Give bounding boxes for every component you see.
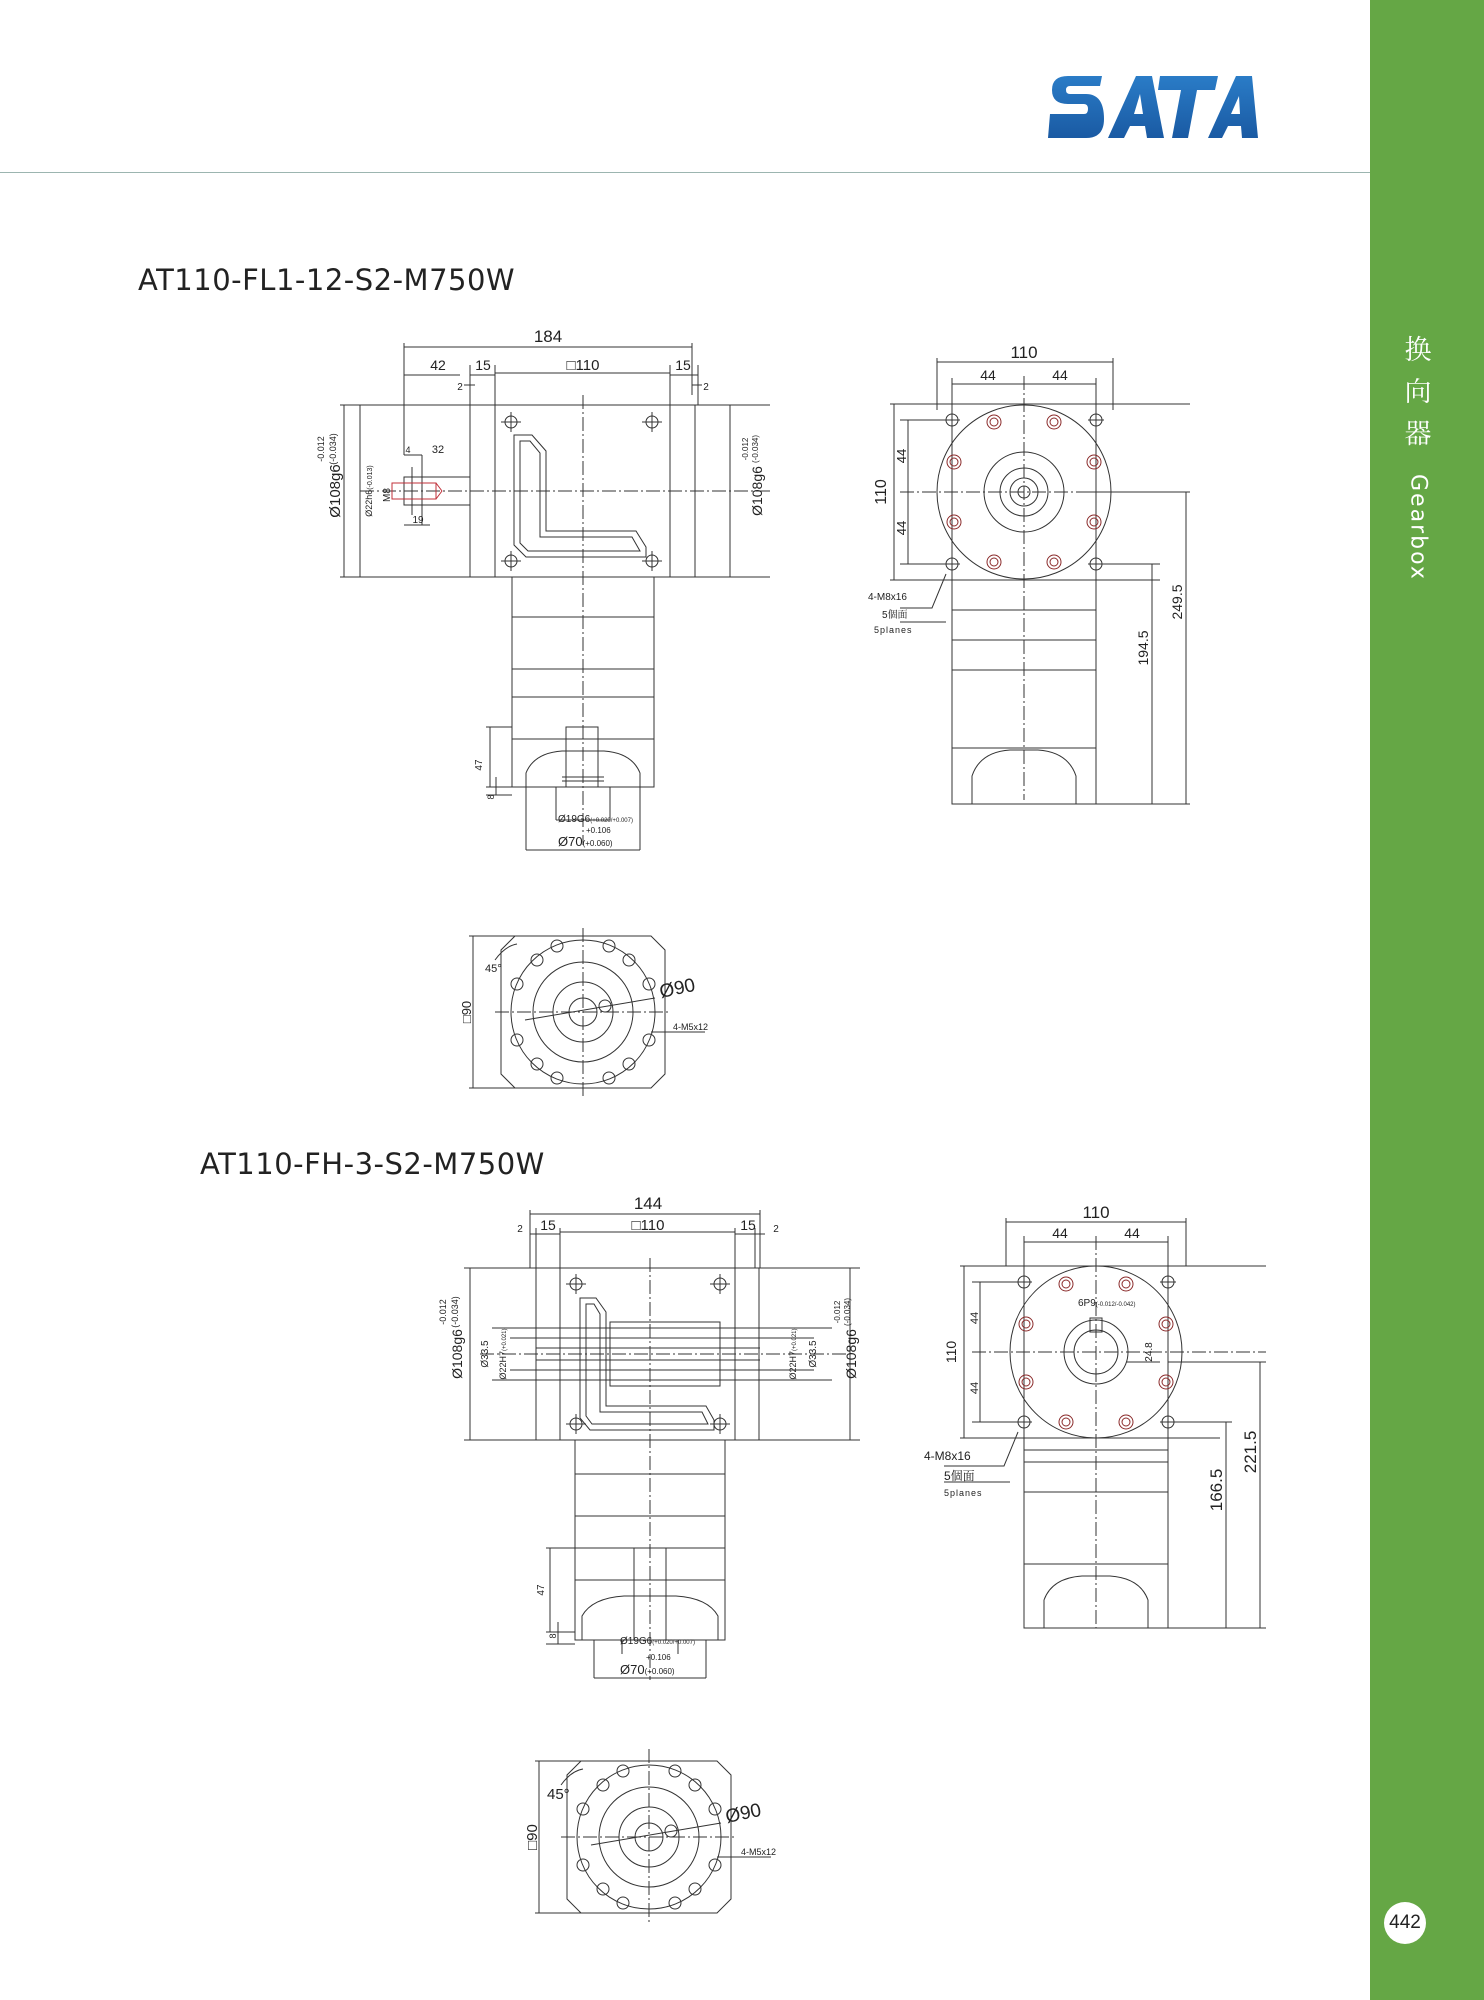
dim-overall-length-2: 144 [633,1194,663,1213]
dim-gap-left-2: 2 [517,1224,523,1235]
dim-bottom-square: □90 [459,1000,474,1024]
dim-input-pilot: Ø70(+0.060) [558,834,613,849]
dim-overall-height-2: 221.5 [1241,1430,1260,1474]
model-title-1: AT110-FL1-12-S2-M750W [138,263,516,297]
dim-gap-right-2: 2 [773,1224,779,1235]
model-2-side-view [920,1200,1280,1630]
header-rule [0,172,1370,173]
dim-input-depth: 47 [474,759,485,771]
dim-pilot-left-tol-a: -0.012 [316,436,326,462]
dim-pilot-right-tol-a: -0.012 [741,437,750,461]
sata-logo [1048,72,1258,142]
dim-pilot-left-2: Ø108g6 [449,1329,465,1379]
page-number: 442 [1384,1902,1426,1944]
category-en: Gearbox [1405,474,1431,581]
dim-pilot-right-2-tol-a: -0.012 [833,1300,842,1324]
dim-bore-dia-right: Ø22H7(+0.021) [788,1328,798,1380]
dim-overall-length: 184 [533,327,563,346]
dim-right-flange: 15 [675,357,691,373]
dim-input-bore-2: Ø19G6(+0.020/+0.007) [620,1636,695,1647]
dim-pilot-left: Ø108g6 [327,464,344,518]
dim-bottom-pcd-2: Ø90 [723,1799,764,1828]
dim-bottom-tap: 4-M5x12 [673,1022,709,1032]
dim-side-height-2: 110 [943,1340,959,1364]
planes-cn-label-2: 5個面 [944,1469,975,1483]
dim-pilot-right: Ø108g6 [749,466,765,516]
dim-key-depth: 24.8 [1144,1342,1155,1362]
dim-center-height-2: 166.5 [1207,1468,1226,1512]
dim-side-v-half-a-2: 44 [969,1311,981,1325]
dim-input-step-2: 8 [548,1633,558,1639]
dim-bore-outer-right: Ø33.5 [808,1340,819,1368]
tap-holes-label-2: 4-M8x16 [924,1449,971,1463]
dim-input-pilot-2: Ø70(+0.060) [620,1662,675,1677]
planes-cn-label: 5個面 [882,610,908,621]
dim-side-width: 110 [1010,343,1038,362]
dim-left-offset: 42 [430,357,446,373]
dim-side-half-b-2: 44 [1124,1225,1140,1241]
dim-thread: M8 [382,488,393,502]
category-sidebar [1370,0,1484,2000]
dim-shaft-length: 32 [431,444,445,456]
dim-pilot-right-2: Ø108g6 [843,1329,859,1379]
dim-overall-height: 249.5 [1169,584,1185,620]
dim-side-height: 110 [873,479,890,505]
dim-shaft-dia: Ø22h6(-0.013) [364,465,374,517]
dim-bottom-angle: 45° [485,963,502,975]
dim-pilot-right-2-tol-b: (-0.034) [843,1297,852,1327]
model-1-bottom-view [455,920,745,1100]
dim-input-bore: Ø19G6(+0.020/+0.007) [558,814,633,825]
dim-bottom-tap-2: 4-M5x12 [741,1847,777,1857]
dim-bore-dia: Ø22H7(+0.021) [498,1328,508,1380]
planes-en-label: 5planes [874,625,913,635]
category-cn: 换 向 器 [1404,335,1432,450]
dim-side-v-half-b-2: 44 [969,1381,981,1395]
dim-side-width-2: 110 [1082,1203,1110,1222]
dim-gap-right: 2 [703,382,709,393]
dim-bottom-angle-2: 45° [547,1786,570,1803]
dim-input-pilot-2-tol-a: +0.106 [646,1653,671,1662]
dim-key-length: 19 [412,515,424,526]
dim-left-flange-2: 15 [540,1217,556,1233]
dim-bottom-pcd: Ø90 [657,974,698,1003]
dim-side-v-half-b: 44 [894,520,909,536]
dim-input-depth-2: 47 [536,1584,547,1596]
dim-pilot-left-2-tol-b: (-0.034) [450,1296,460,1328]
model-2-bottom-view [515,1745,805,1925]
dim-right-flange-2: 15 [740,1217,756,1233]
dim-bore-outer: Ø33.5 [480,1340,491,1368]
dim-shaft-step: 4 [405,445,411,455]
category-label [1396,330,1440,581]
dim-side-v-half-a: 44 [894,448,909,464]
dim-side-half-a-2: 44 [1052,1225,1068,1241]
model-2-front-view [430,1192,870,1682]
dim-side-half-a: 44 [980,367,996,383]
dim-keyway: 6P9(-0.012/-0.042) [1078,1298,1136,1309]
dim-flange-square: □110 [566,357,600,374]
model-1-side-view [860,340,1220,820]
dim-pilot-left-tol-b: (-0.034) [328,433,338,465]
dim-input-step: 8 [486,794,496,800]
tap-holes-label: 4-M8x16 [868,592,907,603]
dim-pilot-right-tol-b: (-0.034) [751,434,760,464]
planes-en-label-2: 5planes [944,1488,983,1498]
dim-center-height: 194.5 [1135,630,1151,666]
dim-gap-left: 2 [457,382,463,393]
dim-flange-square-2: □110 [631,1217,665,1234]
dim-bottom-square-2: □90 [524,1824,541,1850]
dim-side-half-b: 44 [1052,367,1068,383]
dim-left-flange: 15 [475,357,491,373]
model-title-2: AT110-FH-3-S2-M750W [200,1147,545,1181]
model-1-front-view [300,325,780,855]
dim-input-pilot-tol-a: +0.106 [586,826,611,835]
dim-pilot-left-2-tol-a: -0.012 [438,1299,448,1325]
